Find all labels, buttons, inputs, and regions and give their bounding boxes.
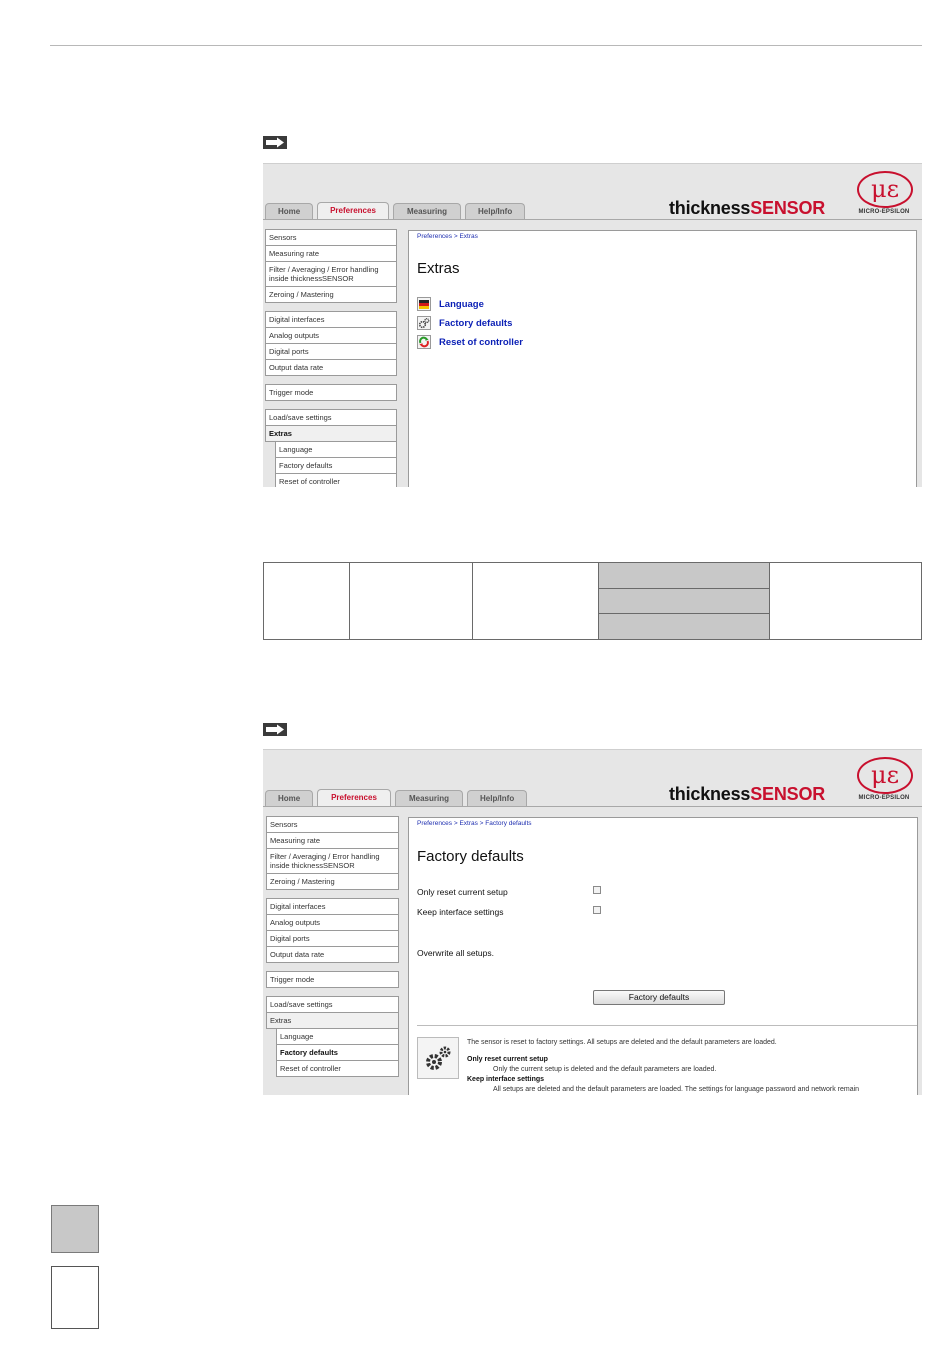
table-cell-shaded [599, 614, 770, 640]
legend-box-white [51, 1266, 99, 1329]
page-top-rule [50, 45, 922, 46]
content-panel [408, 817, 918, 1095]
tab-preferences[interactable]: Preferences [317, 789, 391, 806]
screenshot-factory-defaults [263, 749, 922, 1095]
breadcrumb[interactable]: Preferences > Extras > Factory defaults [417, 820, 532, 827]
screenshot-top-border [263, 749, 922, 750]
sidebar-subitem-factory-defaults[interactable]: Factory defaults [275, 457, 397, 474]
sidebar-subitem-reset[interactable]: Reset of controller [275, 473, 397, 487]
table-cell [350, 563, 473, 640]
help-heading-keep-interface: Keep interface settings [467, 1076, 545, 1083]
help-text-reset-current: Only the current setup is deleted and the default parameters are loaded. [493, 1066, 717, 1073]
link-language-label: Language [439, 298, 484, 310]
sidebar-menu [266, 817, 399, 1077]
link-language[interactable] [417, 297, 484, 311]
info-table [263, 562, 922, 640]
sidebar-item-measuring-rate[interactable]: Measuring rate [265, 245, 397, 262]
tab-preferences[interactable]: Preferences [317, 202, 389, 219]
logo-text: MICRO-EPSILON [858, 209, 910, 215]
sidebar-item-trigger-mode[interactable]: Trigger mode [265, 384, 397, 401]
link-reset-controller[interactable] [417, 335, 523, 349]
sidebar-item-digital-interfaces[interactable]: Digital interfaces [265, 311, 397, 328]
flag-icon [417, 297, 431, 311]
help-text [467, 1038, 859, 1095]
link-factory-defaults[interactable] [417, 316, 512, 330]
page-title: Factory defaults [417, 848, 524, 865]
sidebar-item-filter[interactable]: Filter / Averaging / Error handling inside thicknessSENSOR [266, 848, 399, 874]
table-cell-shaded [599, 588, 770, 614]
sidebar-item-output-data-rate[interactable]: Output data rate [265, 359, 397, 376]
tab-help-info[interactable]: Help/Info [465, 203, 525, 219]
sidebar-item-analog-outputs[interactable]: Analog outputs [265, 327, 397, 344]
sidebar-item-output-data-rate[interactable]: Output data rate [266, 946, 399, 963]
content-panel [408, 230, 917, 487]
sidebar-subitem-language[interactable]: Language [275, 441, 397, 458]
legend-box-gray [51, 1205, 99, 1253]
tab-measuring[interactable]: Measuring [395, 790, 463, 806]
sidebar-item-digital-interfaces[interactable]: Digital interfaces [266, 898, 399, 915]
sidebar-item-measuring-rate[interactable]: Measuring rate [266, 832, 399, 849]
page-title: Extras [417, 260, 460, 277]
option-label-keep-interface: Keep interface settings [417, 907, 504, 917]
sidebar-item-trigger-mode[interactable]: Trigger mode [266, 971, 399, 988]
sidebar-menu [265, 230, 397, 487]
main-tabs [265, 790, 527, 806]
checkbox-reset-current[interactable] [593, 886, 601, 894]
tab-measuring[interactable]: Measuring [393, 203, 461, 219]
link-reset-controller-label: Reset of controller [439, 336, 523, 348]
sidebar-item-analog-outputs[interactable]: Analog outputs [266, 914, 399, 931]
checkbox-keep-interface[interactable] [593, 906, 601, 914]
tab-home[interactable]: Home [265, 790, 313, 806]
logo-symbol: μɛ [857, 171, 913, 208]
help-intro: The sensor is reset to factory settings. All setups are deleted and the default parameters are loaded. [467, 1039, 777, 1046]
brand-name [669, 198, 825, 219]
micro-epsilon-logo [852, 757, 916, 801]
tab-help-info[interactable]: Help/Info [467, 790, 527, 806]
sidebar-subitem-reset[interactable]: Reset of controller [276, 1060, 399, 1077]
sidebar-item-filter[interactable]: Filter / Averaging / Error handling inside thicknessSENSOR [265, 261, 397, 287]
brand-name [669, 784, 825, 805]
sidebar-item-sensors[interactable]: Sensors [266, 816, 399, 833]
sidebar-subitem-language[interactable]: Language [276, 1028, 399, 1045]
sidebar-item-sensors[interactable]: Sensors [265, 229, 397, 246]
table-cell [770, 563, 922, 640]
sidebar-subitem-factory-defaults[interactable]: Factory defaults [276, 1044, 399, 1061]
main-tabs [265, 203, 525, 219]
brand-part-2: SENSOR [750, 198, 826, 218]
sidebar-item-zeroing[interactable]: Zeroing / Mastering [265, 286, 397, 303]
gears-icon [417, 316, 431, 330]
micro-epsilon-logo [852, 171, 916, 215]
tab-home[interactable]: Home [265, 203, 313, 219]
table-cell [473, 563, 599, 640]
option-label-reset-current: Only reset current setup [417, 887, 508, 897]
link-factory-defaults-label: Factory defaults [439, 317, 513, 329]
help-divider [417, 1025, 917, 1026]
help-text-keep-interface: All setups are deleted and the default parameters are loaded. The settings for language password and network remain [493, 1086, 860, 1093]
help-spacer [467, 1048, 859, 1055]
gears-icon [417, 1037, 459, 1079]
factory-defaults-button[interactable]: Factory defaults [593, 990, 725, 1005]
logo-text: MICRO-EPSILON [858, 795, 910, 801]
sidebar-item-digital-ports[interactable]: Digital ports [265, 343, 397, 360]
brand-part-1: thickness [669, 198, 751, 218]
table-cell-shaded [599, 563, 770, 589]
sidebar-item-extras[interactable]: Extras [266, 1012, 399, 1029]
logo-symbol: μɛ [857, 757, 913, 794]
tab-baseline [263, 806, 922, 807]
refresh-icon [417, 335, 431, 349]
breadcrumb[interactable]: Preferences > Extras [417, 233, 478, 240]
table-cell [264, 563, 350, 640]
brand-part-2: SENSOR [750, 784, 826, 804]
sidebar-item-load-save[interactable]: Load/save settings [266, 996, 399, 1013]
brand-part-1: thickness [669, 784, 751, 804]
sidebar-item-extras[interactable]: Extras [265, 425, 397, 442]
arrow-right-icon [263, 723, 287, 736]
tab-baseline [263, 219, 922, 220]
screenshot-top-border [263, 163, 922, 164]
screenshot-extras [263, 163, 922, 487]
sidebar-item-digital-ports[interactable]: Digital ports [266, 930, 399, 947]
help-heading-reset-current: Only reset current setup [467, 1056, 548, 1063]
sidebar-item-zeroing[interactable]: Zeroing / Mastering [266, 873, 399, 890]
sidebar-item-load-save[interactable]: Load/save settings [265, 409, 397, 426]
overwrite-note: Overwrite all setups. [417, 948, 494, 958]
arrow-right-icon [263, 136, 287, 149]
